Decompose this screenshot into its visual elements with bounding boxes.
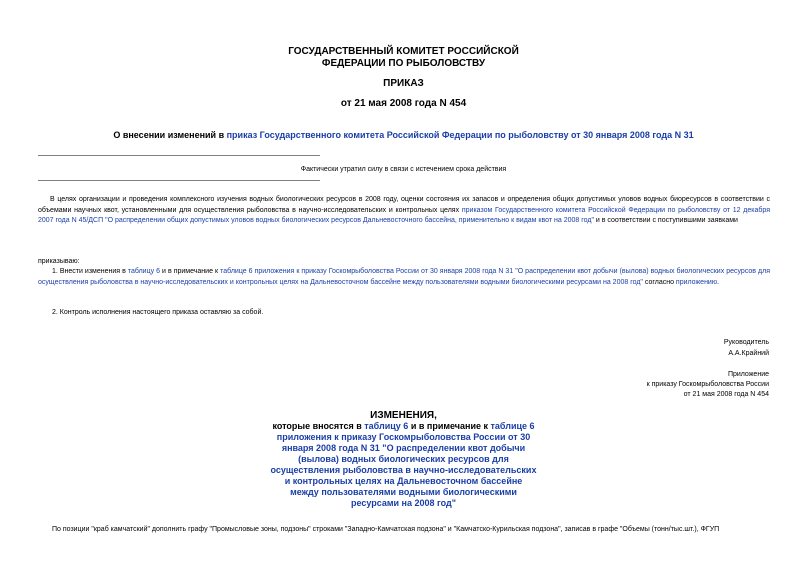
- divider-top: [38, 155, 320, 156]
- org-name-line1: ГОСУДАРСТВЕННЫЙ КОМИТЕТ РОССИЙСКОЙ: [288, 46, 519, 57]
- preamble-order-link[interactable]: приказом Государственного комитета Российской Федерации по рыболовству от 12 декабря 2007 года N 45/ДСП "О распределении общих допустимых уловов водных биологических ресурсов Дальневосточного бассейна, применительно к видам квот на 2008 год": [38, 206, 770, 224]
- signature-position: Руководитель: [723, 339, 769, 346]
- order-word: приказываю:: [38, 258, 80, 265]
- appendix-date: от 21 мая 2008 года N 454: [683, 391, 769, 398]
- item1-text-3: согласно: [642, 278, 676, 286]
- item1-table-link[interactable]: таблицу 6: [127, 268, 160, 275]
- status-note: Фактически утратил силу в связи с истечением срока действия: [300, 166, 507, 173]
- title-prefix: О внесении изменений в: [113, 130, 227, 140]
- signature-name: А.А.Крайний: [728, 350, 769, 357]
- changes-text-2: и в примечание к: [408, 421, 491, 431]
- changes-subtitle: [270, 421, 537, 509]
- last-paragraph: По позиции "краб камчатский" дополнить графу "Промысловые зоны, подзоны" строками "Западно-Камчатская подзона" и "Камчатско-Курильская подзона", записав в графе "Объемы (тонн/тыс.шт.), ФГУП: [52, 526, 720, 533]
- order-item-1: [38, 267, 770, 288]
- appendix-ref: к приказу Госкомрыболовства России: [646, 381, 769, 388]
- item1-text-4: .: [717, 278, 720, 286]
- changes-table-link[interactable]: таблицу 6: [364, 421, 409, 431]
- item1-text-2: и в примечание к: [160, 268, 221, 275]
- preamble-text-end: и в соответствии с поступившими заявками: [593, 217, 738, 224]
- doc-type: ПРИКАЗ: [383, 78, 424, 89]
- changes-text: которые вносятся в: [272, 421, 365, 431]
- divider-bottom: [38, 180, 320, 181]
- order-item-2: 2. Контроль исполнения настоящего приказа оставляю за собой.: [52, 309, 264, 316]
- item1-text: 1. Внести изменения в: [52, 268, 128, 275]
- document-title: [0, 130, 807, 141]
- preamble-text: В целях организации и проведения комплексного изучения водных биологических ресурсов в 2008 году, оценки состояния их запасов и определения общих допустимых уловов водных биоресурсов в соответствии с объемами научных квот, установленными для осуществления рыболовства в научно-исследовательских и контрольных целях: [38, 196, 770, 214]
- title-order-link[interactable]: приказ Государственного комитета Российской Федерации по рыболовству от 30 января 2008 года N 31: [226, 130, 694, 140]
- item1-annex-link[interactable]: таблице 6 приложения к приказу Госкомрыболовства России от 30 января 2008 года N 31 "О распределении квот добычи (вылова) водных биологических ресурсов для осуществления рыболовства в научно-исследовательских и контрольных целях на Дальневосточном бассейне между пользователями водными биологическими ресурсами на 2008 год": [38, 268, 771, 286]
- preamble-paragraph: [38, 195, 770, 227]
- changes-annex-link[interactable]: таблице 6 приложения к приказу Госкомрыболовства России от 30 января 2008 года N 31 "О распределении квот добычи (вылова) водных биологических ресурсов для осуществления рыболовства в научно-исследовательских и контрольных целях на Дальневосточном бассейне между пользователями водными биологическими ресурсами на 2008 год": [270, 421, 537, 508]
- item1-appendix-link[interactable]: приложению: [675, 278, 718, 286]
- appendix-label: Приложение: [727, 371, 769, 378]
- org-name-line2: ФЕДЕРАЦИИ ПО РЫБОЛОВСТВУ: [321, 58, 486, 69]
- doc-date-number: от 21 мая 2008 года N 454: [340, 98, 467, 109]
- changes-heading: ИЗМЕНЕНИЯ,: [370, 410, 437, 421]
